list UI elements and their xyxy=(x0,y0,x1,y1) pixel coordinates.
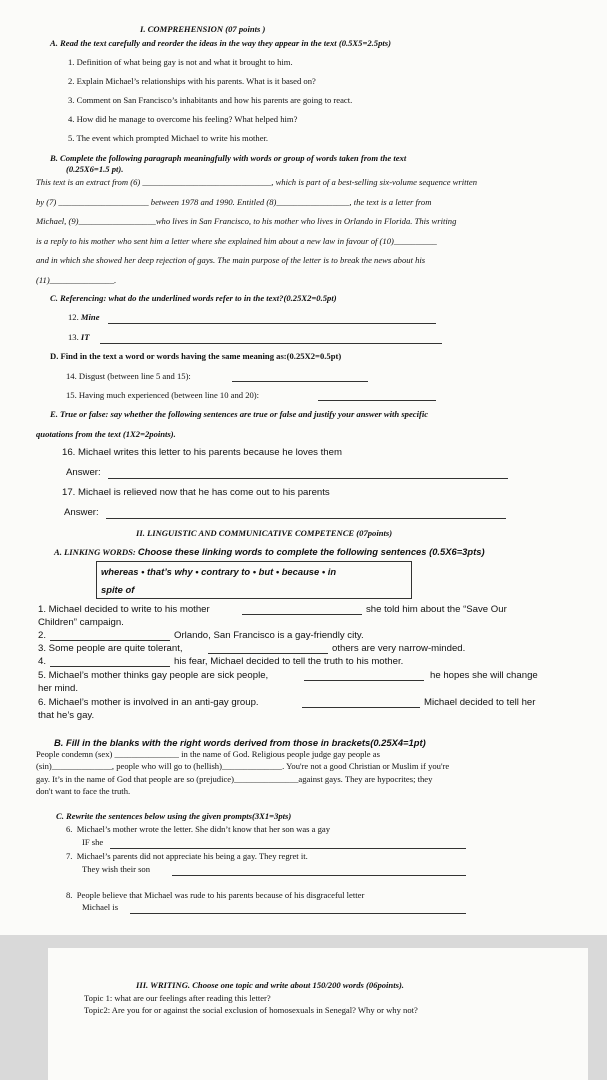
part2-title: II. LINGUISTIC AND COMMUNICATIVE COMPETENCE (07points) xyxy=(136,528,393,538)
rewrite-item xyxy=(66,824,330,835)
sentence-part: 4. xyxy=(38,656,47,667)
paragraph-line: (11)_______________. xyxy=(36,275,117,285)
true-false-item: 17. Michael is relieved now that he has come out to his parents xyxy=(62,487,330,498)
rewrite-prompt: Michael is xyxy=(82,902,119,912)
blank-line[interactable] xyxy=(50,639,170,641)
referencing-item xyxy=(68,332,90,343)
sentence-part: he hopes she will change xyxy=(430,670,538,681)
answer-line[interactable] xyxy=(232,380,368,382)
sentence-part: Michael decided to tell her xyxy=(424,697,536,708)
blank-line[interactable] xyxy=(208,652,328,654)
item-number: 8. xyxy=(66,890,73,900)
rewrite-item xyxy=(66,851,308,862)
sentence-part: she told him about the “Save Our xyxy=(366,604,507,615)
part3-title: III. WRITING. Choose one topic and write about 150/200 words (06points). xyxy=(136,980,404,990)
part1-e-heading-cont: quotations from the text (1X2=2points). xyxy=(36,429,176,439)
part1-a-heading: A. Read the text carefully and reorder the ideas in the way they appear in the text (0.5X5=2.5pts) xyxy=(50,38,391,48)
synonym-item: 14. Disgust (between line 5 and 15): xyxy=(66,371,191,381)
answer-label: Answer: xyxy=(64,507,99,518)
rewrite-line[interactable] xyxy=(110,847,466,849)
sentence-part: that he’s gay. xyxy=(38,710,95,721)
rewrite-item xyxy=(66,890,364,901)
rewrite-line[interactable] xyxy=(130,912,466,914)
part2-a-heading xyxy=(54,546,485,558)
sentence-part: 1. Michael decided to write to his mother xyxy=(38,604,210,615)
part1-title: I. COMPREHENSION (07 points ) xyxy=(140,24,266,34)
reorder-item: 3. Comment on San Francisco’s inhabitants and how his parents are going to react. xyxy=(68,95,353,105)
blank-line[interactable] xyxy=(242,613,362,615)
heading-label: A. LINKING WORDS: xyxy=(54,547,138,557)
linking-words: spite of xyxy=(101,584,135,595)
item-number: 13. xyxy=(68,332,79,342)
linking-words: whereas • that’s why • contrary to • but • because • in xyxy=(101,566,337,577)
item-number: 6. xyxy=(66,824,73,834)
reorder-item: 5. The event which prompted Michael to write his mother. xyxy=(68,133,269,143)
reorder-item: 1. Definition of what being gay is not and what it brought to him. xyxy=(68,57,293,67)
blank-line[interactable] xyxy=(304,679,424,681)
item-number: 7. xyxy=(66,851,73,861)
paragraph-line: Michael, (9)__________________who lives in San Francisco, to his mother who lives in Orlando in Florida. This writing xyxy=(36,216,457,226)
fill-blank-line: don't want to face the truth. xyxy=(36,786,131,796)
heading-instruction: Choose these linking words to complete the following sentences (0.5X6=3pts) xyxy=(137,546,485,557)
part1-b-points: (0.25X6=1.5 pt). xyxy=(66,164,124,174)
blank-line[interactable] xyxy=(50,665,170,667)
rewrite-line[interactable] xyxy=(172,874,466,876)
sentence-part: 6. Michael’s mother is involved in an anti-gay group. xyxy=(38,697,259,708)
writing-topic-2: Topic2: Are you for or against the social exclusion of homosexuals in Senegal? Why or why not? xyxy=(84,1005,418,1015)
referenced-word: IT xyxy=(80,332,90,342)
sentence-part: Children” campaign. xyxy=(38,617,124,628)
synonym-item: 15. Having much experienced (between line 10 and 20): xyxy=(66,390,260,400)
reorder-item: 2. Explain Michael’s relationships with his parents. What is it based on? xyxy=(68,76,316,86)
part1-c-heading: C. Referencing: what do the underlined words refer to in the text?(0.25X2=0.5pt) xyxy=(50,293,337,303)
part2-b-heading: B. Fill in the blanks with the right words derived from those in brackets(0.25X4=1pt) xyxy=(54,737,426,748)
sentence-part: others are very narrow-minded. xyxy=(332,643,466,654)
sentence-part: 3. Some people are quite tolerant, xyxy=(38,643,183,654)
reorder-item: 4. How did he manage to overcome his feeling? What helped him? xyxy=(68,114,298,124)
blank-line[interactable] xyxy=(302,706,420,708)
sentence-part: Orlando, San Francisco is a gay-friendly city. xyxy=(174,630,364,641)
sentence-part: 2. xyxy=(38,630,47,641)
referencing-item xyxy=(68,312,100,323)
answer-line[interactable] xyxy=(108,322,436,324)
rewrite-prompt: They wish their son xyxy=(82,864,151,874)
writing-topic-1: Topic 1: what are our feelings after reading this letter? xyxy=(84,993,271,1003)
part1-d-heading: D. Find in the text a word or words having the same meaning as:(0.25X2=0.5pt) xyxy=(50,351,342,361)
sentence-part: 5. Michael’s mother thinks gay people are sick people, xyxy=(38,670,269,681)
true-false-item: 16. Michael writes this letter to his parents because he loves them xyxy=(62,447,342,458)
answer-label: Answer: xyxy=(66,467,101,478)
sentence-part: her mind. xyxy=(38,683,78,694)
fill-blank-line: (sin)______________, people who will go to (hellish)______________. You're not a good Christian or Muslim if you're xyxy=(36,761,450,771)
part2-c-heading: C. Rewrite the sentences below using the given prompts(3X1=3pts) xyxy=(56,811,292,821)
sentence-part: his fear, Michael decided to tell the truth to his mother. xyxy=(174,656,404,667)
answer-line[interactable] xyxy=(106,517,506,519)
answer-line[interactable] xyxy=(108,477,508,479)
fill-blank-line: gay. It’s in the name of God that people are so (prejudice)_______________against gays. They are hypocrites; they xyxy=(36,774,433,784)
referenced-word: Mine xyxy=(80,312,100,322)
paragraph-line: by (7) _____________________ between 1978 and 1990. Entitled (8)_________________, the text is a letter from xyxy=(36,197,432,207)
answer-line[interactable] xyxy=(100,342,442,344)
rewrite-sentence: People believe that Michael was rude to his parents because of his disgraceful letter xyxy=(76,890,365,900)
part1-e-heading: E. True or false: say whether the following sentences are true or false and justify your answer with specific xyxy=(50,409,429,419)
exam-page-2 xyxy=(48,948,588,1080)
fill-blank-line: People condemn (sex) _______________ in the name of God. Religious people judge gay people as xyxy=(36,749,380,759)
rewrite-prompt: IF she xyxy=(82,837,104,847)
rewrite-sentence: Michael’s mother wrote the letter. She didn’t know that her son was a gay xyxy=(76,824,331,834)
item-number: 12. xyxy=(68,312,79,322)
part1-b-heading: B. Complete the following paragraph meaningfully with words or group of words taken from the text xyxy=(50,153,407,163)
rewrite-sentence: Michael’s parents did not appreciate his being a gay. They regret it. xyxy=(76,851,308,861)
paragraph-line: is a reply to his mother who sent him a letter where she explained him about a new law in favour of (10)__________ xyxy=(36,236,437,246)
answer-line[interactable] xyxy=(318,399,436,401)
paragraph-line: This text is an extract from (6) ______________________________, which is part of a best-selling six-volume sequence written xyxy=(36,177,478,187)
paragraph-line: and in which she showed her deep rejection of gays. The main purpose of the letter is to break the news about his xyxy=(36,255,426,265)
